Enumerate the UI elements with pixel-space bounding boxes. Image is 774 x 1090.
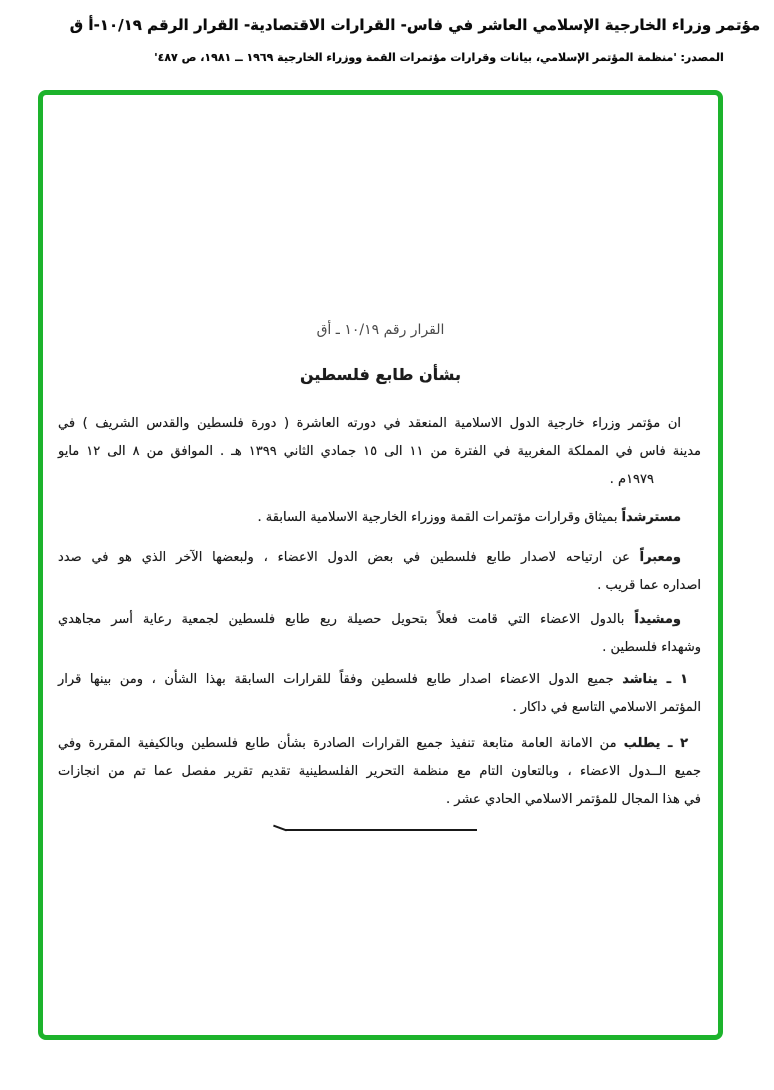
paragraph-text: بميثاق وقرارات مؤتمرات القمة ووزراء الخارجية الاسلامية السابقة . [257, 510, 618, 525]
paragraph-commending-states [58, 606, 701, 662]
paragraph-line: جميع الــدول الاعضاء ، وبالتعاون التام مع منظمة التحرير الفلسطينية تقديم تقرير مفصل عما تم من انجازات [58, 764, 701, 779]
paragraph-guided-by-charter [58, 504, 701, 532]
paragraph-line: وشهداء فلسطين . [602, 640, 701, 655]
paragraph-line: ان مؤتمر وزراء خارجية الدول الاسلامية المنعقد في دورته العاشرة ( دورة فلسطين والقدس الشريف ) في [58, 416, 681, 431]
paragraph-lead: ومعبراً [639, 550, 681, 565]
paragraph-lead: مسترشداً [621, 510, 681, 525]
clause-2-requests [58, 730, 701, 814]
paragraph-line [58, 730, 701, 758]
paragraph-line [58, 504, 701, 532]
paragraph-line: في هذا المجال للمؤتمر الاسلامي الحادي عشر . [446, 792, 701, 807]
paragraph-line [58, 544, 701, 572]
clause-number-lead: ١ ـ يناشد [622, 672, 688, 687]
clause-number-lead: ٢ ـ يطلب [623, 736, 689, 751]
paragraph-line [58, 666, 701, 694]
paragraph-line: المؤتمر الاسلامي التاسع في داكار . [512, 700, 701, 715]
paragraph-line [58, 606, 701, 634]
resolution-number-title: القرار رقم ١٠/١٩ ـ أق [316, 322, 445, 338]
header-citation-line: مؤتمر وزراء الخارجية الإسلامي العاشر في فاس- القرارات الاقتصادية- القرار الرقم ١٠/١٩-أ ق [69, 16, 761, 34]
resolution-subject-title: بشأن طابع فلسطين [300, 365, 461, 384]
header-source-line: المصدر: 'منظمة المؤتمر الإسلامي، بيانات وقرارات مؤتمرات القمة ووزراء الخارجية ١٩٦٩ ــ ١٩٨١، ص ٤٨٧' [154, 51, 724, 64]
resolution-body [58, 410, 701, 814]
document-frame [38, 90, 723, 1040]
clause-1-appeals [58, 666, 701, 722]
paragraph-preamble [58, 410, 701, 494]
paragraph-line: اصداره عما قريب . [597, 578, 701, 593]
paragraph-line: ١٩٧٩م . [609, 472, 654, 487]
paragraph-text: عن ارتياحه لاصدار طابع فلسطين في بعض الدول الاعضاء ، ولبعضها الآخر الذي هو في صدد [58, 550, 630, 565]
divider [285, 829, 477, 831]
paragraph-lead: ومشيداً [634, 612, 681, 627]
paragraph-text: بالدول الاعضاء التي قامت فعلاً بتحويل حصيلة ريع طابع فلسطين لجمعية رعاية أسر مجاهدي [58, 612, 625, 627]
paragraph-line: مدينة فاس في المملكة المغربية في الفترة من ١١ الى ١٥ جمادي الثاني ١٣٩٩ هـ . الموافق من ٨ الى ١٢ مايو [58, 444, 701, 459]
paragraph-text: جميع الدول الاعضاء اصدار طابع فلسطين وفقاً للقرارات السابقة بهذا الشأن ، ومن بينها قرار [58, 672, 614, 687]
paragraph-expressing-satisfaction [58, 544, 701, 600]
paragraph-text: من الامانة العامة متابعة تنفيذ جميع القرارات الصادرة بشأن طابع فلسطين وبالكيفية المقررة وفي [58, 736, 617, 751]
